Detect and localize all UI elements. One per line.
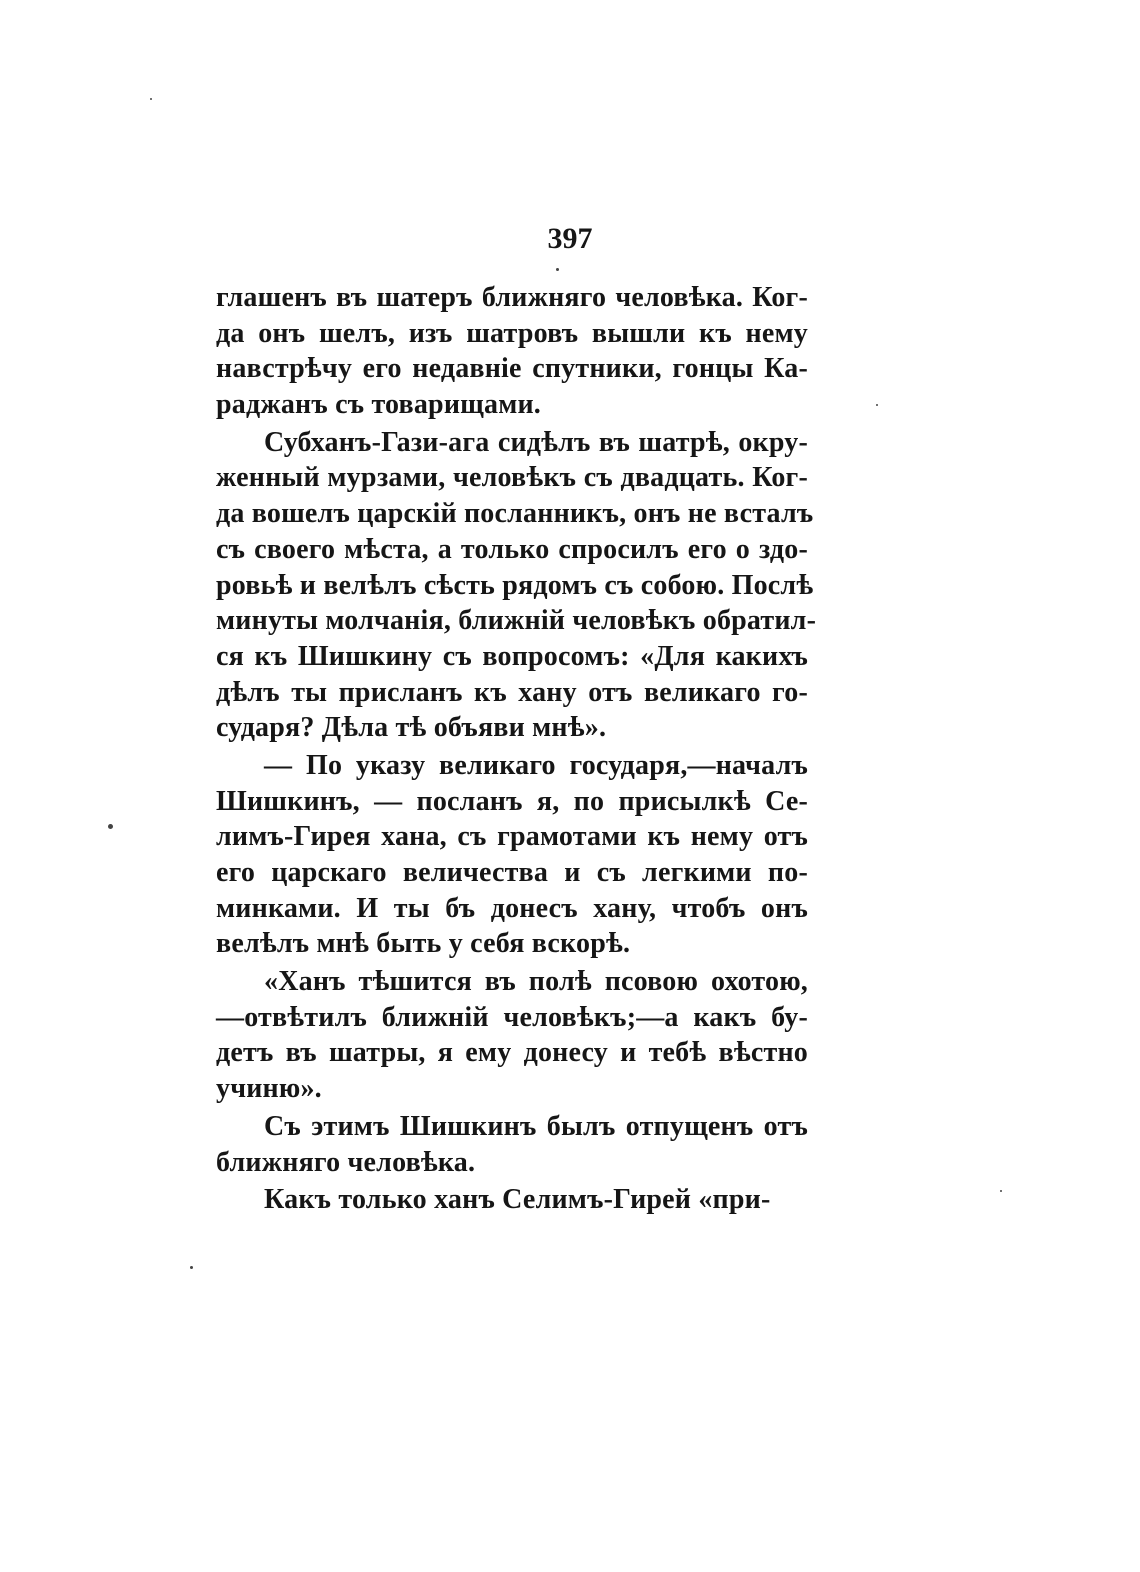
scan-speck: [150, 98, 152, 100]
text-line: —отвѣтилъ ближній человѣкъ;—а какъ бу-: [216, 1001, 808, 1033]
text-line: ближняго человѣка.: [216, 1146, 476, 1178]
paragraph: [216, 1182, 808, 1218]
text-line: учиню».: [216, 1073, 322, 1105]
text-line: да вошелъ царскій посланникъ, онъ не всталъ: [216, 498, 814, 530]
text-line: навстрѣчу его недавніе спутники, гонцы Ка-: [216, 353, 808, 385]
text-line: съ своего мѣста, а только спросилъ его о здо-: [216, 533, 808, 565]
scan-speck: [556, 268, 559, 271]
text-line: Съ этимъ Шишкинъ былъ отпущенъ отъ: [264, 1110, 808, 1142]
page-number: 397: [547, 222, 593, 255]
text-line: раджанъ съ товарищами.: [216, 389, 542, 421]
text-line: дѣлъ ты присланъ къ хану отъ великаго го-: [216, 676, 808, 708]
scan-speck: [1000, 1190, 1002, 1192]
text-line: глашенъ въ шатеръ ближняго человѣка. Ког-: [216, 282, 808, 313]
paragraph: [216, 280, 808, 423]
text-line: — По указу великаго государя,—началъ: [264, 749, 808, 781]
paragraph: [216, 425, 817, 746]
text-line: лимъ-Гирея хана, съ грамотами къ нему отъ: [216, 821, 808, 853]
text-line: велѣлъ мнѣ быть у себя вскорѣ.: [216, 928, 631, 960]
text-line: женный мурзами, человѣкъ съ двадцать. Ког-: [216, 462, 808, 494]
text-line: Какъ только ханъ Селимъ-Гирей «при-: [264, 1184, 771, 1216]
text-line: сударя? Дѣла тѣ объяви мнѣ».: [216, 712, 607, 744]
text-line: Субханъ-Гази-ага сидѣлъ въ шатрѣ, окру-: [264, 426, 808, 458]
scan-speck: [190, 1266, 193, 1269]
paragraph: [216, 748, 808, 962]
text-line: «Ханъ тѣшится въ полѣ псовою охотою,: [264, 966, 808, 998]
scan-speck: [876, 404, 878, 406]
text-line: Шишкинъ, — посланъ я, по присылкѣ Се-: [216, 785, 808, 817]
paragraph: [216, 964, 808, 1107]
paragraph: [216, 1109, 808, 1180]
text-line: да онъ шелъ, изъ шатровъ вышли къ нему: [216, 317, 808, 349]
text-line: детъ въ шатры, я ему донесу и тебѣ вѣстно: [216, 1037, 808, 1069]
text-line: его царскаго величества и съ легкими по-: [216, 857, 808, 888]
text-line: минуты молчанія, ближній человѣкъ обратил-: [216, 605, 817, 637]
scan-speck: [108, 824, 113, 829]
text-line: ровьѣ и велѣлъ сѣсть рядомъ съ собою. Послѣ: [216, 569, 814, 601]
body-text: [216, 280, 817, 1218]
text-line: минками. И ты бъ донесъ хану, чтобъ онъ: [216, 892, 808, 924]
text-line: ся къ Шишкину съ вопросомъ: «Для какихъ: [216, 640, 808, 672]
